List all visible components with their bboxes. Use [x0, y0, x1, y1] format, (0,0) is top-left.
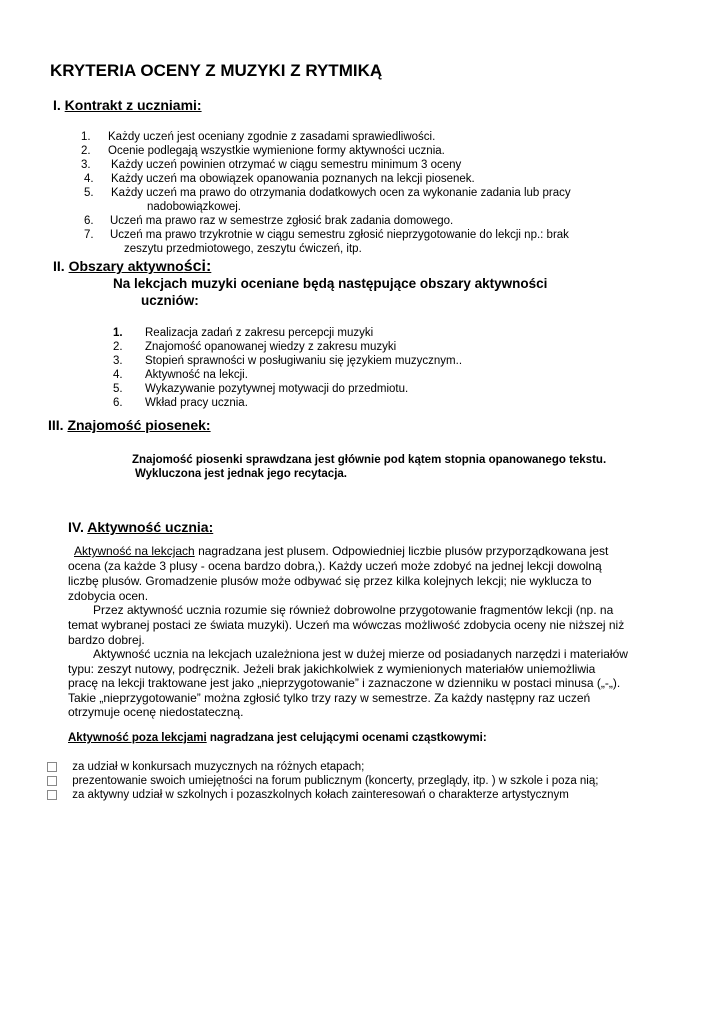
list-item: 4. Każdy uczeń ma obowiązek opanowania poznanych na lekcji piosenek. — [84, 173, 475, 185]
list-item-continuation: nadobowiązkowej. — [147, 201, 241, 213]
paragraph-line: Przez aktywność ucznia rozumie się również dobrowolne przygotowanie fragmentów lekcji (np. na — [93, 603, 614, 617]
paragraph-line: ocena (za każde 3 plusy - ocena bardzo dobra,). Każdy uczeń może zdobyć na jednej lekcji dowolną — [68, 559, 602, 573]
paragraph-line: Aktywność na lekcjach nagradzana jest plusem. Odpowiedniej liczbie plusów przyporządkowana jest — [74, 544, 609, 558]
activity-outside-lessons: Aktywność poza lekcjami nagradzana jest celującymi ocenami cząstkowymi: — [68, 732, 487, 744]
list-item: 3. Każdy uczeń powinien otrzymać w ciągu semestru minimum 3 oceny — [81, 159, 462, 171]
paragraph-line: Takie „nieprzygotowanie” można zgłosić tylko trzy razy w semestrze. Za każdy następny raz uczeń — [68, 691, 591, 705]
list-item-continuation: zeszytu przedmiotowego, zeszytu ćwiczeń, itp. — [124, 243, 362, 255]
activity-in-lessons-link: Aktywność na lekcjach — [74, 544, 195, 558]
section-3-heading — [48, 417, 211, 433]
section-3-title: Znajomość piosenek: — [67, 417, 211, 433]
paragraph-line: liczbę plusów. Gromadzenie plusów może odbywać się przez kilka kolejnych lekcji; nie wyklucza to — [68, 574, 592, 588]
section-1-title: Kontrakt z uczniami: — [64, 97, 202, 113]
section-2-intro-cont: uczniów: — [141, 293, 199, 308]
list-item: 1. Realizacja zadań z zakresu percepcji muzyki — [113, 327, 374, 339]
paragraph-line: pracę na lekcji traktowane jest jako „nieprzygotowanie” i zaznaczone w dzienniku w postaci minusa („-„). — [68, 676, 621, 690]
section-3-number: III. — [48, 417, 64, 433]
paragraph-line: typu: zeszyt nutowy, podręcznik. Jeżeli brak jakichkolwiek z wymienionych materiałów uniemożliwia — [68, 662, 596, 676]
list-item: 6. Wkład pracy ucznia. — [113, 397, 248, 409]
list-item: 5. Każdy uczeń ma prawo do otrzymania dodatkowych ocen za wykonanie zadania lub pracy — [84, 187, 571, 199]
list-item: 1. Każdy uczeń jest oceniany zgodnie z zasadami sprawiedliwości. — [81, 131, 436, 143]
list-item: 6. Uczeń ma prawo raz w semestrze zgłosić brak zadania domowego. — [84, 215, 454, 227]
checkbox-bullet-icon — [47, 790, 57, 800]
section-1-number: I. — [53, 97, 61, 113]
checkbox-bullet-icon — [47, 776, 57, 786]
list-item: 2. Ocenie podlegają wszystkie wymienione formy aktywności ucznia. — [81, 145, 445, 157]
section-2-intro: Na lekcjach muzyki oceniane będą następujące obszary aktywności — [113, 276, 548, 291]
section-4-heading — [68, 519, 213, 535]
activity-outside-lessons-link: Aktywność poza lekcjami — [68, 732, 207, 744]
section-3-text-cont: Wykluczona jest jednak jego recytacja. — [135, 468, 347, 480]
paragraph-line: Aktywność ucznia na lekcjach uzależniona jest w dużej mierze od posiadanych narzędzi i materiałów — [93, 647, 628, 661]
list-item: 5. Wykazywanie pozytywnej motywacji do przedmiotu. — [113, 383, 409, 395]
list-item: 7. Uczeń ma prawo trzykrotnie w ciągu semestru zgłosić nieprzygotowanie do lekcji np.: brak — [84, 229, 569, 241]
list-item: 2. Znajomość opanowanej wiedzy z zakresu muzyki — [113, 341, 397, 353]
document-title: KRYTERIA OCENY Z MUZYKI Z RYTMIKĄ — [50, 61, 383, 80]
section-3-text: Znajomość piosenki sprawdzana jest głównie pod kątem stopnia opanowanego tekstu. — [132, 454, 607, 466]
list-item: 3. Stopień sprawności w posługiwaniu się językiem muzycznym.. — [113, 355, 463, 367]
list-item: 4. Aktywność na lekcji. — [113, 369, 248, 381]
section-4-title: Aktywność ucznia: — [87, 519, 214, 535]
paragraph-line: otrzymuje ocenę niedostateczną. — [68, 705, 244, 719]
section-2-title: Obszary aktywności: — [68, 258, 212, 275]
section-2-heading — [53, 258, 211, 276]
section-2-number: II. — [53, 258, 65, 274]
checkbox-bullet-icon — [47, 762, 57, 772]
bullet-item: prezentowanie swoich umiejętności na forum publicznym (koncerty, przeglądy, itp. ) w szkole i poza nią; — [47, 774, 598, 788]
section-1-heading — [53, 97, 202, 113]
bullet-item: za aktywny udział w szkolnych i pozaszkolnych kołach zainteresowań o charakterze artystycznym — [47, 788, 569, 802]
paragraph-line: bardzo dobrej. — [68, 633, 145, 647]
paragraph-line: temat wybranej postaci ze świata muzyki). Uczeń ma wówczas możliwość zdobycia oceny nie niższej niż — [68, 618, 625, 632]
bullet-item: za udział w konkursach muzycznych na różnych etapach; — [47, 760, 364, 774]
section-4-number: IV. — [68, 519, 84, 535]
paragraph-line: zdobycia ocen. — [68, 589, 149, 603]
